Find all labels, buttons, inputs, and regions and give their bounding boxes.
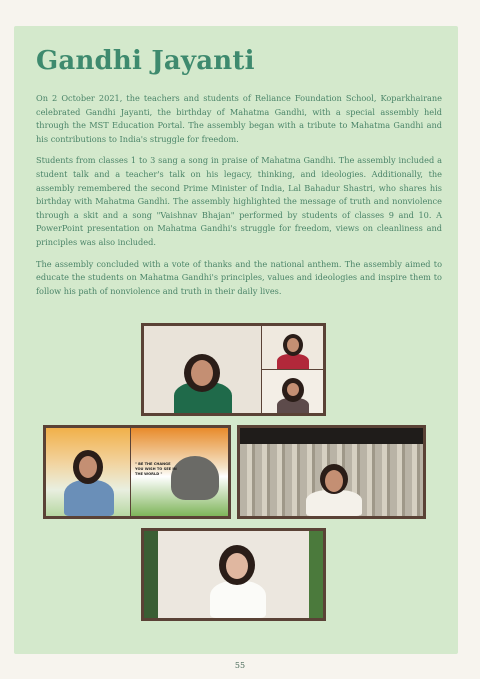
paragraph-1: On 2 October 2021, the teachers and students of Reliance Foundation School, Koparkhairane celebrated Gandhi Jayanti, the birthday of Mahatma Gandhi, with a special assembly held through the MST Education Portal. The assembly began with a tribute to Mahatma Gandhi and his contributions to India's struggle for freedom. [36, 93, 442, 144]
article-body [36, 92, 442, 306]
paragraph-3: The assembly concluded with a vote of thanks and the national anthem. The assembly aimed to educate the students on Mahatma Gandhi's principles, values and ideologies and inspire them to follow his path of nonviolence and truth in their daily lives. [36, 258, 442, 296]
photo-student-tricolor [43, 425, 231, 519]
photo-video-call [141, 323, 326, 416]
photo-1-main-tile [144, 326, 261, 413]
photo-2-gandhi-tile [131, 428, 228, 516]
photo-1-tile-top [262, 326, 323, 369]
photo-2-student-tile [46, 428, 130, 516]
gandhi-quote-text: " BE THE CHANGE YOU WISH TO SEE IN THE WORLD " [135, 462, 177, 476]
photo-1-tile-bottom [262, 370, 323, 413]
photo-4-tile [144, 531, 323, 618]
page-title: Gandhi Jayanti [36, 46, 255, 76]
page-number: 55 [234, 661, 246, 670]
photo-student-curtains [237, 425, 426, 519]
paragraph-2: Students from classes 1 to 3 sang a song in praise of Mahatma Gandhi. The assembly included a student talk and a teacher's talk on his legacy, thinking, and ideologies. Additionally, the assembly remembered the second Prime Minister of India, Lal Bahadur Shastri, who shares his birthday with Mahatma Gandhi. The assembly highlighted the message of truth and nonviolence through a skit and a song "Vaishnav Bhajan" performed by students of classes 9 and 10. A PowerPoint presentation on Mahatma Gandhi's struggle for freedom, views on cleanliness and principles was also included. [36, 155, 442, 247]
photo-student-headphones [141, 528, 326, 621]
photo-3-tile [240, 428, 423, 516]
